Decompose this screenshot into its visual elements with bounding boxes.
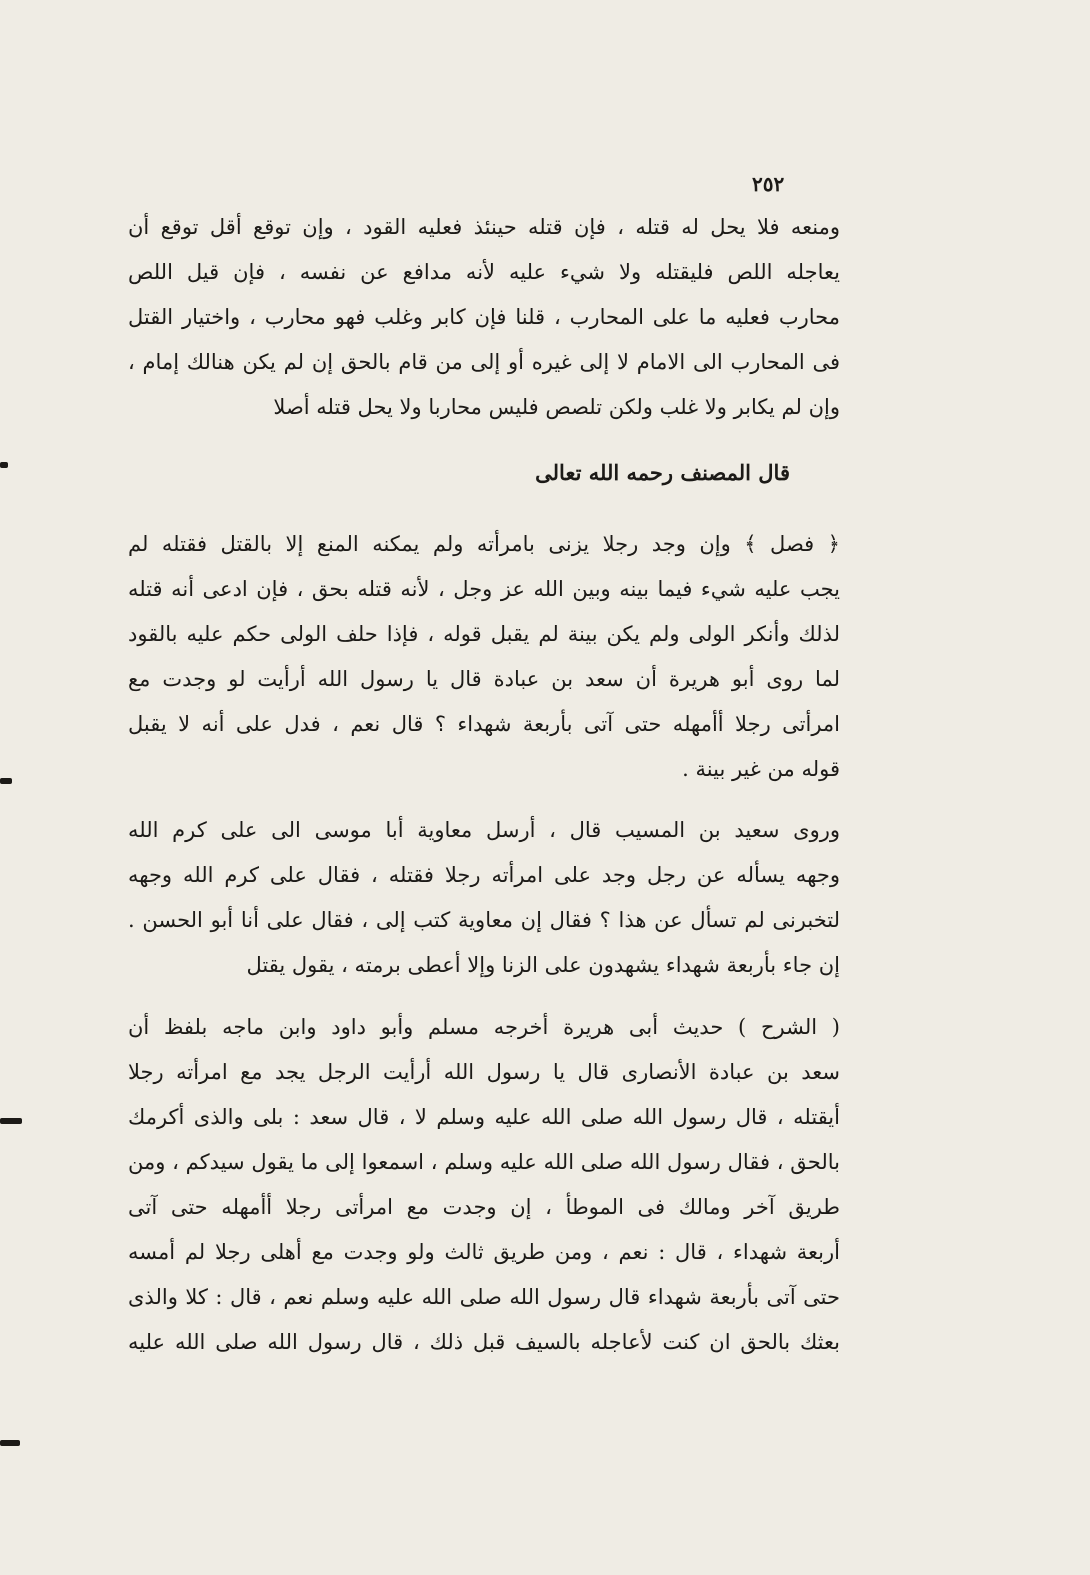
text-line: وجهه يسأله عن رجل وجد على امرأته رجلا فقتله ، فقال على كرم الله وجهه <box>128 863 840 887</box>
text-line: قوله من غير بينة . <box>682 757 840 781</box>
text-line: امرأتى رجلا أأمهله حتى آتى بأربعة شهداء ؟ قال نعم ، فدل على أنه لا يقبل <box>128 712 840 736</box>
text-line: لتخبرنى لم تسأل عن هذا ؟ فقال إن معاوية كتب إلى ، فقال على أنا أبو الحسن . <box>128 908 840 932</box>
text-line: بالحق ، فقال رسول الله صلى الله عليه وسلم ، اسمعوا إلى ما يقول سيدكم ، ومن <box>128 1150 840 1174</box>
page-number: ٢٥٢ <box>752 172 785 196</box>
section-heading: قال المصنف رحمه الله تعالى <box>535 460 790 485</box>
text-line: فى المحارب الى الامام لا إلى غيره أو إلى من قام بالحق إن لم يكن هنالك إمام ، <box>128 350 840 374</box>
scan-edge-mark <box>0 1118 22 1124</box>
paragraph-sharh <box>128 1005 840 1365</box>
text-line: يعاجله اللص فليقتله ولا شيء عليه لأنه مدافع عن نفسه ، فإن قيل اللص <box>128 260 840 284</box>
text-line: ﴿ فصل ﴾ وإن وجد رجلا يزنى بامرأته ولم يمكنه المنع إلا بالقتل فقتله لم <box>128 532 840 556</box>
text-line: حتى آتى بأربعة شهداء قال رسول الله صلى الله عليه وسلم نعم ، قال : كلا والذى <box>128 1285 840 1309</box>
text-line: طريق آخر ومالك فى الموطأ ، إن وجدت مع امرأتى رجلا أأمهله حتى آتى <box>128 1195 840 1219</box>
paragraph-fasl <box>128 522 840 792</box>
scan-edge-mark <box>0 462 8 468</box>
text-line: أربعة شهداء ، قال : نعم ، ومن طريق ثالث ولو وجدت مع أهلى رجلا لم أمسه <box>128 1240 840 1264</box>
text-line: لذلك وأنكر الولى ولم يكن بينة لم يقبل قوله ، فإذا حلف الولى حكم عليه بالقود <box>128 622 840 646</box>
text-line: أيقتله ، قال رسول الله صلى الله عليه وسلم لا ، قال سعد : بلى والذى أكرمك <box>128 1105 840 1129</box>
paragraph-theft-defense <box>128 205 840 430</box>
text-line: وروى سعيد بن المسيب قال ، أرسل معاوية أبا موسى الى على كرم الله <box>128 818 840 842</box>
paragraph-said-ibn-musayyib <box>128 808 840 988</box>
text-line: ( الشرح ) حديث أبى هريرة أخرجه مسلم وأبو داود وابن ماجه بلفظ أن <box>128 1015 840 1039</box>
text-line: بعثك بالحق ان كنت لأعاجله بالسيف قبل ذلك ، قال رسول الله صلى الله عليه <box>128 1330 840 1354</box>
text-line: ومنعه فلا يحل له قتله ، فإن قتله حينئذ فعليه القود ، وإن توقع أقل توقع أن <box>128 215 840 239</box>
scan-edge-mark <box>0 778 12 784</box>
scan-edge-mark <box>0 1440 20 1446</box>
text-line: سعد بن عبادة الأنصارى قال يا رسول الله أرأيت الرجل يجد مع امرأته رجلا <box>128 1060 840 1084</box>
text-line: وإن لم يكابر ولا غلب ولكن تلصص فليس محاربا ولا يحل قتله أصلا <box>273 395 840 419</box>
text-line: لما روى أبو هريرة أن سعد بن عبادة قال يا رسول الله أرأيت لو وجدت مع <box>128 667 840 691</box>
text-line: إن جاء بأربعة شهداء يشهدون على الزنا وإلا أعطى برمته ، يقول يقتل <box>246 953 840 977</box>
text-line: يجب عليه شيء فيما بينه وبين الله عز وجل ، لأنه قتله بحق ، فإن ادعى أنه قتله <box>128 577 840 601</box>
text-line: محارب فعليه ما على المحارب ، قلنا فإن كابر وغلب فهو محارب ، واختيار القتل <box>128 305 840 329</box>
